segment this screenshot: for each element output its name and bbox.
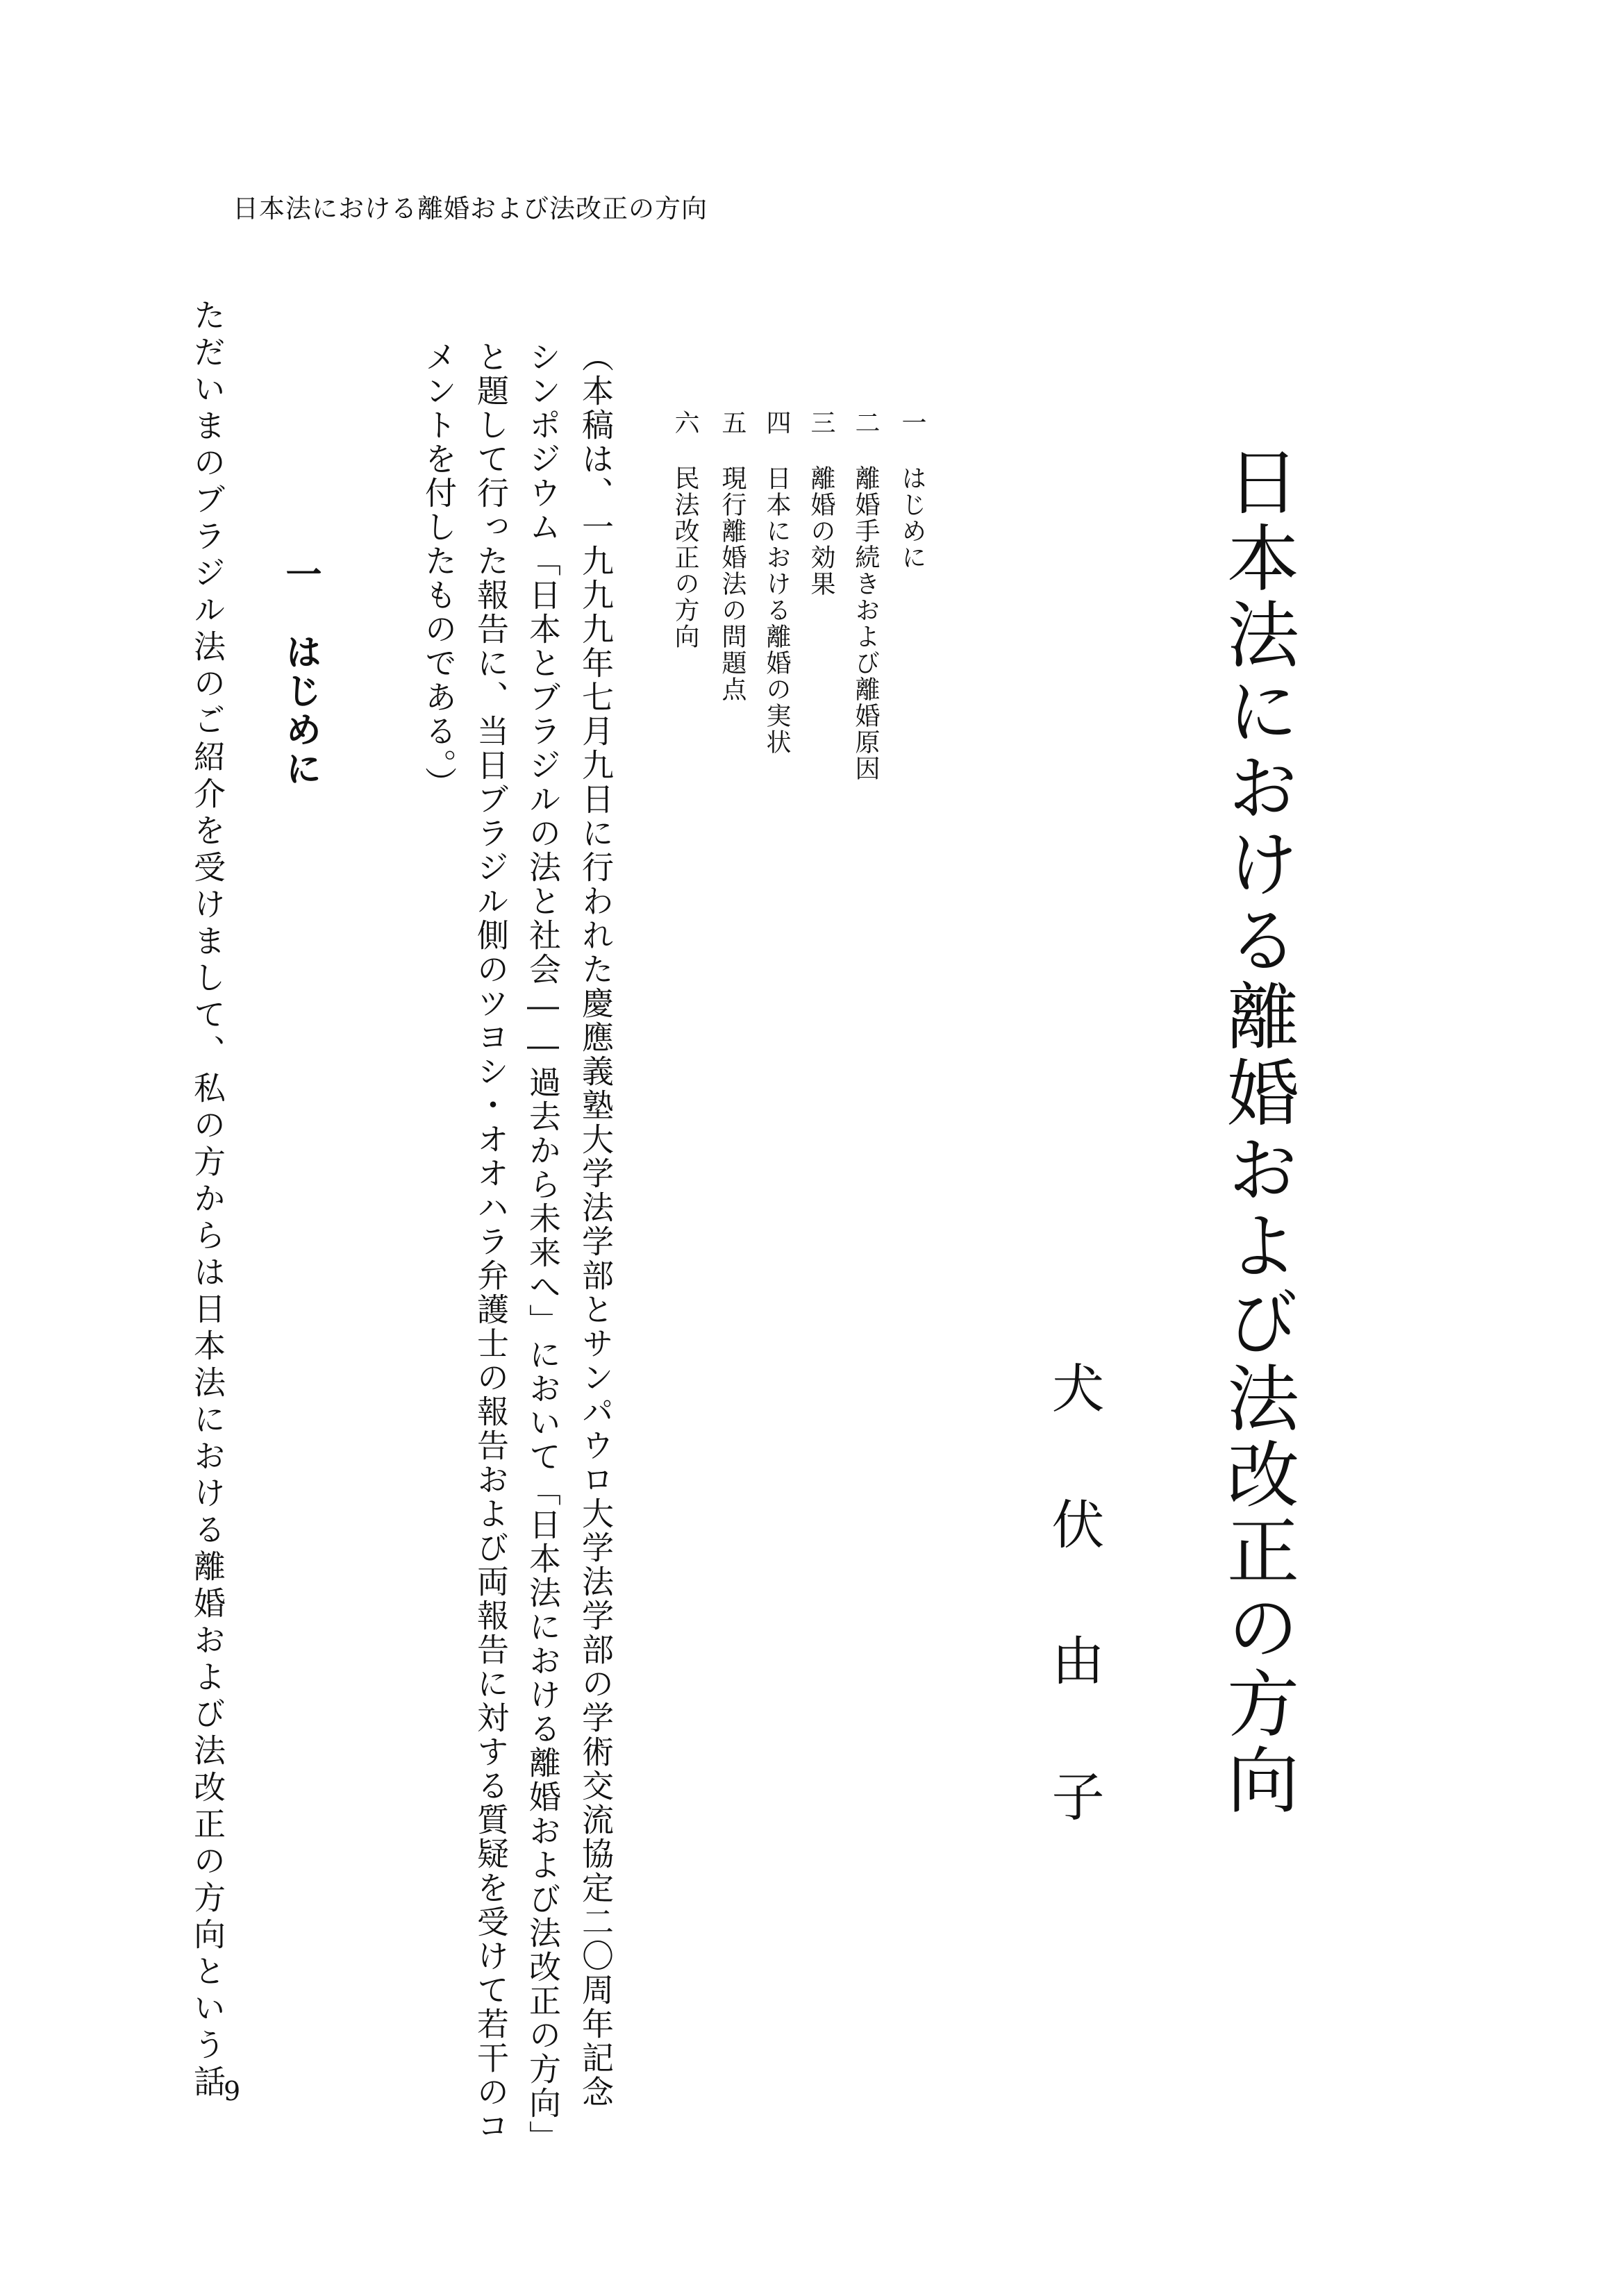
note-line: シンポジウム「日本とブラジルの法と社会――過去から未来へ」において「日本法における離婚および法改正の方向」 (524, 340, 562, 2154)
toc-item: 民法改正の方向 (671, 465, 699, 650)
article-title: 日本法における離婚および法改正の方向 (1215, 444, 1299, 1819)
toc-item: はじめに (898, 465, 926, 571)
author-name: 犬伏由子 (1043, 1361, 1105, 1905)
toc-item: 離婚の効果 (807, 465, 835, 597)
toc-number: 五 (718, 410, 747, 435)
section-heading: 一 はじめに (279, 555, 322, 789)
toc-number: 三 (807, 410, 835, 435)
page-number: 9 (224, 2076, 241, 2106)
toc-item: 日本における離婚の実状 (762, 465, 791, 755)
note-line: （本稿は、一九九九年七月九日に行われた慶應義塾大学法学部とサンパウロ大学法学部の学術交流協定二〇周年記念 (577, 340, 615, 2109)
note-line: と題して行った報告に、当日ブラジル側のツヨシ・オオハラ弁護士の報告および両報告に対する質疑を受けて若干のコ (472, 340, 510, 2143)
toc-item: 現行離婚法の問題点 (718, 465, 747, 703)
body-line: ただいまのブラジル法のご紹介を受けまして、私の方からは日本法における離婚および法改正の方向という話 (189, 299, 226, 2102)
toc-number: 二 (851, 410, 880, 435)
toc-number: 四 (762, 410, 791, 435)
toc-number: 一 (898, 410, 926, 435)
running-head: 日本法における離婚および法改正の方向 (233, 194, 708, 224)
toc-number: 六 (671, 410, 699, 435)
toc-item: 離婚手続きおよび離婚原因 (851, 465, 880, 782)
note-line: メントを付したものである。） (420, 340, 458, 801)
